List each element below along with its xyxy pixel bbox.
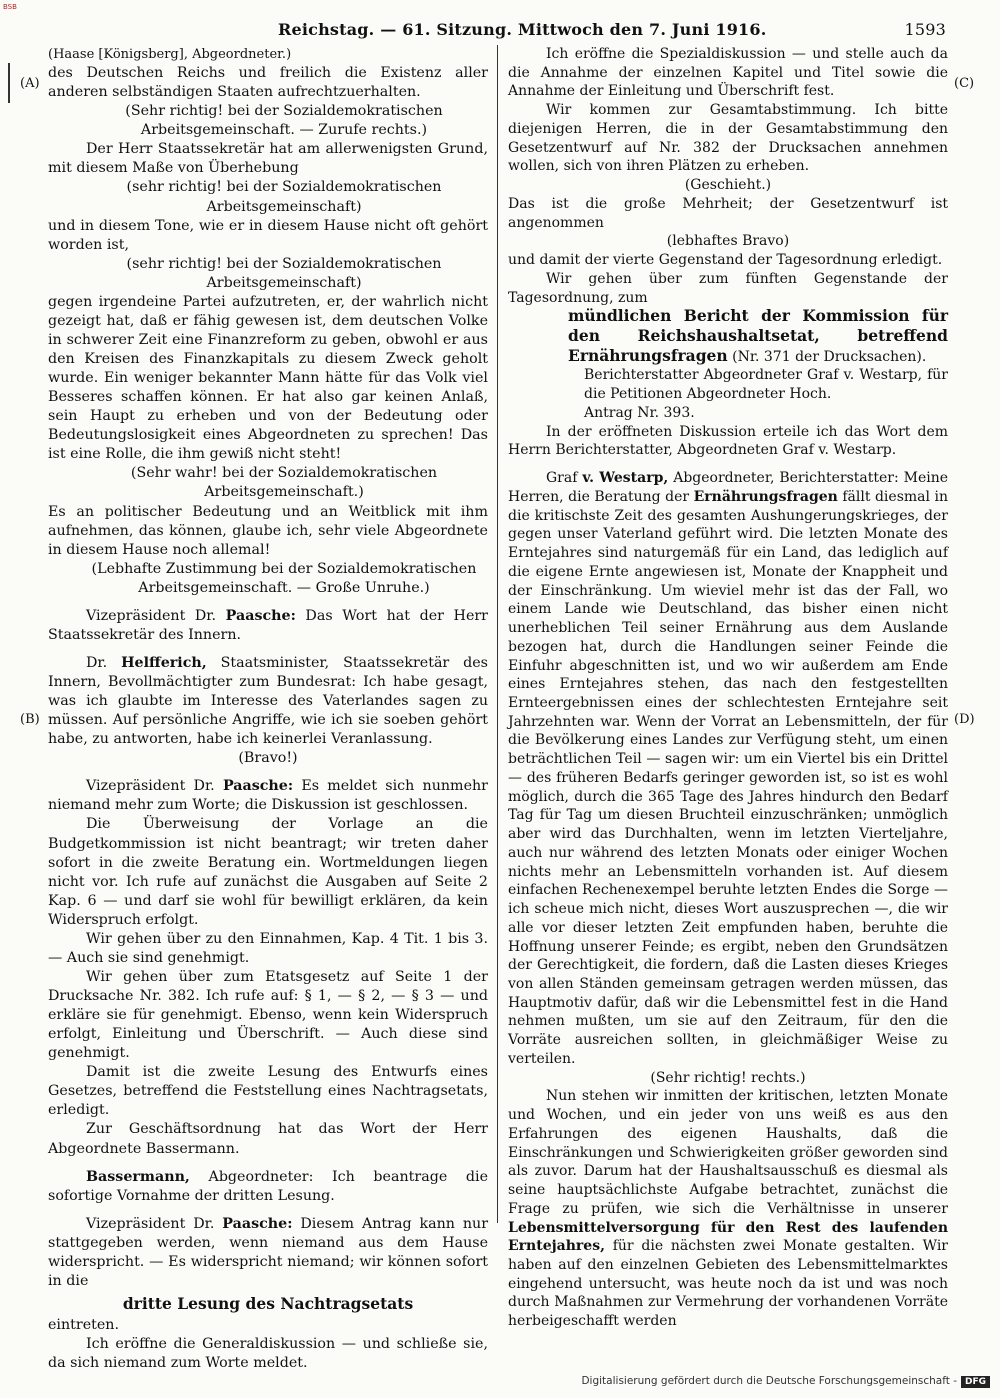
speaker-title: Vizepräsident Dr. (86, 1215, 223, 1232)
speaker-title: Vizepräsident Dr. (86, 778, 223, 795)
speaker-title: Dr. (86, 654, 122, 671)
emphasis: Lebensmittelversorgung für den Rest des laufenden Erntejahres, (508, 1219, 948, 1255)
interjection: (Sehr richtig! bei der Sozialdemokratischen Arbeitsgemeinschaft. — Zurufe rechts.) (125, 103, 443, 139)
margin-letter-a: (A) (20, 76, 40, 91)
paragraph: Wir gehen über zu den Einnahmen, Kap. 4 Tit. 1 bis 3. — Auch sie sind genehmigt. (48, 930, 488, 966)
column-divider (497, 45, 498, 1223)
left-column (48, 45, 488, 1373)
margin-letter-b: (B) (20, 712, 40, 727)
speaker-name: Paasche: (222, 778, 294, 795)
speech-text: Nun stehen wir inmitten der kritischen, letzten Monate und Wochen, und ein jeder von uns weiß es aus den Erfahrungen des eigenen Haushalts, daß die Einschränkungen und Schwierigkeiten größer geworden sind als zuvor. Darum hat der Haushaltsausschuß es diesmal als seine hauptsächlichste Aufgabe betrachtet, zunächst die Frage zu prüfen, wie sich die Verhältnisse in unserer (508, 1088, 948, 1217)
agenda-item (508, 307, 948, 366)
page-number: 1593 (904, 20, 946, 39)
library-mark: BSB (3, 3, 17, 11)
rapporteur-line: Berichterstatter Abgeordneter Graf v. Westarp, für die Petitionen Abgeordneter Hoch. (584, 367, 948, 403)
paragraph: Das ist die große Mehrheit; der Gesetzentwurf ist angenommen (508, 195, 948, 231)
paragraph: Damit ist die zweite Lesung des Entwurfs eines Gesetzes, betreffend die Feststellung eines Nachtragsetats, erledigt. (48, 1064, 488, 1119)
speech (48, 1215, 488, 1291)
agenda-heading: dritte Lesung des Nachtragsetats (122, 1293, 414, 1313)
dfg-logo: DFG (961, 1376, 990, 1388)
speaker-name: Paasche: (222, 1215, 293, 1232)
paragraph: gegen irgendeine Partei aufzutreten, er, der wahrlich nicht gezeigt hat, daß er fähig gewesen ist, dem deutschen Volke in schwerer Zeit eine Finanzreform zu geben, obwohl er aus den Kreisen des Finanzkapitals zu diesem Zweck geholt wurde. Ein weniger bekannter Mann hätte für das Volk viel Besseres schaffen können. Er hat also gar keinen Anlaß, sein Haupt zu erheben und von der Bedeutung oder Bedeutungslosigkeit eines Abgeordneten zu sprechen! Das ist eine Rolle, die ihm gewiß nicht steht! (48, 293, 488, 463)
paragraph: Die Überweisung der Vorlage an die Budgetkommission ist nicht beantragt; wir treten daher sofort in die zweite Beratung ein. Wortmeldungen liegen nicht vor. Ich rufe auf zunächst die Ausgaben auf Seite 2 Kap. 6 — und darf sie wohl für bewilligt erklären, da kein Widerspruch erfolgt. (48, 816, 488, 928)
interjection: (Bravo!) (238, 750, 298, 767)
footer-text: Digitalisierung gefördert durch die Deutsche Forschungsgemeinschaft - (581, 1375, 957, 1387)
speech-text: Das Wort hat der Herr Staatssekretär des Innern. (48, 607, 488, 643)
paragraph: Es an politischer Bedeutung und an Weitblick mit ihm aufnehmen, das können, glaube ich, sehr viele Abgeordnete in diesem Hause noch allemal! (48, 503, 488, 558)
speech (48, 1168, 488, 1206)
interjection: (sehr richtig! bei der Sozialdemokratischen Arbeitsgemeinschaft) (126, 179, 442, 215)
speaker-name: Bassermann, (86, 1168, 190, 1185)
speech-text: Abgeordneter, Berichterstatter: Meine Herren, die Beratung der (508, 470, 949, 505)
speech-text: für die nächsten zwei Monate gestalten. Wir haben auf den einzelnen Gebieten des Lebensmittelmarktes eingehend untersucht, was heute noch da ist und was noch durch Maßnahmen zur Vermehrung der vorhandenen Vorräte herbeigeschafft werden (508, 1238, 948, 1330)
speaker-name: Helfferich, (121, 654, 207, 671)
paragraph: des Deutschen Reichs und freilich die Existenz aller anderen selbständigen Staaten aufrechtzuerhalten. (48, 65, 488, 101)
paragraph: und damit der vierte Gegenstand der Tagesordnung erledigt. (508, 252, 943, 269)
page-header (278, 20, 946, 42)
interjection: (Sehr wahr! bei der Sozialdemokratischen Arbeitsgemeinschaft.) (130, 465, 438, 501)
speech (48, 607, 488, 645)
margin-letter-c: (C) (954, 76, 975, 91)
speech-continued (508, 1087, 948, 1331)
footer-credit (581, 1375, 990, 1388)
motion-line: Antrag Nr. 393. (584, 404, 695, 421)
speaker-continuation: (Haase [Königsberg], Abgeordneter.) (48, 47, 292, 62)
paragraph: In der eröffneten Diskussion erteile ich das Wort dem Herrn Berichterstatter, Abgeordneten Graf v. Westarp. (508, 423, 948, 459)
paragraph: eintreten. (48, 1316, 120, 1333)
running-title: Reichstag. — 61. Sitzung. Mittwoch den 7. Juni 1916. (278, 20, 767, 39)
interjection: (lebhaftes Bravo) (666, 233, 790, 250)
right-column (508, 45, 948, 1331)
paragraph: Wir gehen über zum Etatsgesetz auf Seite 1 der Drucksache Nr. 382. Ich rufe auf: § 1, — § 2, — § 3 — und erkläre sie für genehmigt. Ebenso, wenn kein Widerspruch erfolgt, Einleitung und Überschrift. — Auch diese sind genehmigt. (48, 968, 488, 1062)
interjection: (Sehr richtig! rechts.) (650, 1069, 806, 1086)
speech (48, 654, 488, 749)
paragraph: Wir gehen über zum fünften Gegenstande der Tagesordnung, zum (508, 270, 948, 306)
paragraph: Ich eröffne die Spezialdiskussion — und stelle auch da die Annahme der einzelnen Kapitel und Titel sowie die Annahme der Einleitung und Überschrift fest. (508, 46, 948, 100)
paragraph: und in diesem Tone, wie er in diesem Hause nicht oft gehört worden ist, (48, 217, 488, 253)
agenda-heading: mündlichen Bericht der Kommission für den Reichshaushaltsetat, betreffend Ernährungsfragen (568, 306, 948, 365)
margin-bar (8, 63, 10, 103)
speaker-name: v. Westarp, (582, 470, 669, 487)
paragraph: Der Herr Staatssekretär hat am allerwenigsten Grund, mit diesem Maße von Überhebung (48, 141, 488, 177)
speech-text: Staatsminister, Staatssekretär des Innern, Bevollmächtigter zum Bundesrat: Ich habe gesagt, was ich glaubte im Interesse des Vaterlandes sagen zu müssen. Auf persönliche Angriffe, wie ich sie soeben gehört habe, zu antworten, habe ich keinerlei Veranlassung. (48, 654, 488, 748)
interjection: (sehr richtig! bei der Sozialdemokratischen Arbeitsgemeinschaft) (126, 255, 442, 291)
speech-text: fällt diesmal in die kritischste Zeit des gesamten Aushungerungskrieges, der gegen unser Vaterland geführt wird. Die letzten Monate des Erntejahres sind naturgemäß für ein Land, das lediglich auf die eigene Ernte angewiesen ist, Monate der Knappheit und der Einschränkung. Um wieviel mehr ist das der Fall, wo einem Lande wie Deutschland, das bisher einen nicht unerheblichen Teil seiner Ernährung aus dem Auslande bezogen hat, durch die Handlungen seiner Feinde die Einfuhr abgeschnitten ist, und wo wir außerdem am Ende eines Erntejahres stehen, das nach den festgestellten Ernteergebnissen eines der schlechtesten Erntejahre seit Jahrzehnten war. Wenn der Vorrat an Lebensmitteln, der für die Bevölkerung eines Landes zur Verfügung steht, um einen beträchtlichen Teil — sagen wir: um ein Viertel bis ein Drittel — des früheren Bedarfs geringer geworden ist, so ist es wohl möglich, durch die 365 Tage des Jahres hindurch den Bedarf Tag für Tag um diesen Bruchteil einzuschränken; unmöglich aber wird das Durchhalten, wenn im letzten Vierteljahre, auch nur während des letzten Monats oder einiger Wochen nichts mehr an Lebensmitteln vorhanden ist. Auf diesem einfachen Rechenexempel beruhte letzten Endes die Sorge — ich scheue mich nicht, dieses Wort auszusprechen —, die wir alle vor dieser letzten Zeit empfunden haben, beruhte die Hoffnung unserer Feinde; es ergibt, neben den Grundsätzen der Gerechtigkeit, die fordern, daß die Lasten dieses Krieges von allen Ständen gemeinsam getragen werden müssen, das Hauptmotiv dafür, daß wir die Lebensmittel fest in die Hand nehmen mußten, um sie auf den Zeitraum, für den die Vorräte ausreichen sollten, in gleichmäßiger Weise zu verteilen. (508, 488, 948, 1067)
interjection: (Lebhafte Zustimmung bei der Sozialdemokratischen Arbeitsgemeinschaft. — Große Unruhe.) (91, 560, 477, 596)
speech-text: Abgeordneter: Ich beantrage die sofortige Vornahme der dritten Lesung. (48, 1168, 488, 1204)
paragraph: Ich eröffne die Generaldiskussion — und schließe sie, da sich niemand zum Worte meldet. (48, 1336, 488, 1372)
margin-letter-d: (D) (954, 712, 975, 727)
interjection: (Geschieht.) (684, 177, 772, 194)
speech (508, 469, 948, 1069)
speaker-name: Paasche: (225, 607, 296, 624)
speech-text: Diesem Antrag kann nur stattgegeben werden, wenn niemand aus dem Hause widerspricht. — Es widerspricht niemand; wir können sofort in die (48, 1215, 489, 1289)
speaker-title: Graf (546, 470, 583, 487)
paragraph: Zur Geschäftsordnung hat das Wort der Herr Abgeordnete Bassermann. (48, 1121, 488, 1157)
emphasis: Ernährungsfragen (693, 488, 838, 505)
paragraph: Wir kommen zur Gesamtabstimmung. Ich bitte diejenigen Herren, die in der Gesamtabstimmung den Gesetzentwurf auf Nr. 382 der Drucksachen annehmen wollen, sich von ihren Plätzen zu erheben. (508, 102, 948, 175)
speech (48, 777, 488, 815)
speech-text: Es meldet sich nunmehr niemand mehr zum Worte; die Diskussion ist geschlossen. (48, 778, 488, 814)
agenda-reference: (Nr. 371 der Drucksachen). (727, 348, 927, 365)
speaker-title: Vizepräsident Dr. (86, 607, 226, 624)
